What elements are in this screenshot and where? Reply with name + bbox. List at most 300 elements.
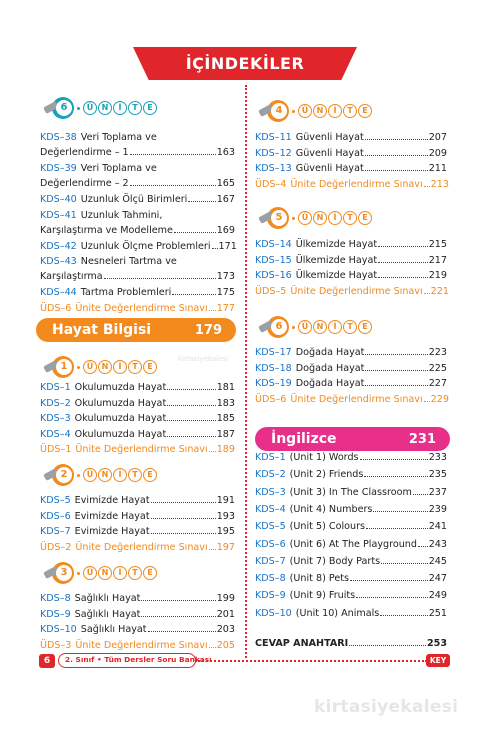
entry-page: 163 — [216, 147, 235, 158]
entry-code: KDS–43 — [40, 256, 77, 268]
entry-title: Ünite Değerlendirme Sınavı — [75, 541, 208, 553]
unit-word-letter: T — [128, 360, 142, 374]
entry-code: KDS–2 — [255, 469, 286, 481]
entry-code: KDS–8 — [40, 593, 71, 604]
entry-title: (Unit 10) Animals — [295, 607, 380, 619]
unit-number-badge — [52, 562, 74, 584]
entry-page: 173 — [216, 271, 235, 283]
entry-page: 193 — [216, 510, 235, 522]
unit-word-letter: Ü — [298, 104, 312, 118]
toc-entry[interactable] — [255, 486, 447, 499]
toc-entry[interactable] — [255, 254, 447, 267]
dot-leader — [350, 580, 428, 581]
entry-title: (Unit 9) Fruits — [289, 590, 356, 602]
dot-leader — [365, 155, 428, 156]
entry-code: KDS–10 — [255, 607, 292, 619]
unit-number: 5 — [271, 210, 287, 226]
entry-page: 251 — [428, 607, 447, 619]
toc-entry[interactable] — [255, 572, 447, 585]
entry-code: KDS–15 — [255, 254, 292, 266]
entry-code: KDS–18 — [255, 362, 292, 374]
entry-page: 223 — [428, 347, 447, 358]
unit-word-letter: Ü — [298, 211, 312, 225]
entry-code: KDS–3 — [255, 486, 286, 498]
section-page: 231 — [408, 431, 436, 447]
footer-page-number: 6 — [39, 654, 55, 668]
entry-code: KDS–4 — [255, 503, 286, 515]
toc-entry[interactable] — [255, 555, 447, 568]
unit-number-badge — [52, 97, 74, 119]
unit-separator-dot — [292, 217, 295, 220]
entry-code: KDS–13 — [255, 163, 292, 175]
dot-leader — [130, 185, 216, 186]
toc-entry[interactable] — [40, 286, 235, 299]
entry-title: (Unit 3) In The Classroom — [289, 486, 412, 498]
toc-entry[interactable] — [255, 131, 447, 144]
entry-page: 241 — [428, 521, 447, 533]
toc-entry[interactable] — [255, 362, 447, 375]
unit-separator-dot — [77, 107, 80, 110]
dot-leader — [380, 615, 427, 616]
dot-leader — [148, 631, 216, 632]
entry-page: 253 — [426, 638, 447, 649]
entry-code: ÜDS–2 — [40, 541, 72, 553]
entry-title: Evimizde Hayat — [74, 526, 150, 538]
entry-page: 203 — [216, 624, 235, 636]
entry-page: 205 — [216, 639, 235, 651]
footer-dotted-line — [195, 660, 427, 662]
section-page: 179 — [194, 322, 222, 338]
toc-entry[interactable] — [255, 346, 447, 359]
dot-leader — [365, 170, 428, 171]
entry-code: KDS–9 — [40, 608, 71, 620]
entry-title: Veri Toplama ve — [80, 132, 157, 143]
entry-title: Uzunluk Tahmini, — [80, 209, 163, 221]
unit-word-letter: İ — [328, 104, 342, 118]
dot-leader — [360, 459, 428, 460]
footer-key-label: KEY — [426, 654, 450, 667]
entry-code: KDS–38 — [40, 132, 77, 143]
entry-title: (Unit 7) Body Parts — [289, 555, 381, 567]
unit-word-letter: E — [143, 566, 157, 580]
unit-heading — [52, 98, 158, 118]
entry-page: 225 — [428, 362, 447, 374]
unit-word-letter: İ — [113, 468, 127, 482]
unit-test-entry[interactable] — [255, 393, 447, 406]
dot-leader — [151, 502, 216, 503]
entry-page: 169 — [216, 224, 235, 236]
entry-page: 215 — [428, 239, 447, 250]
entry-code: ÜDS–4 — [255, 178, 287, 190]
unit-word-letter: N — [98, 566, 112, 580]
toc-entry[interactable] — [40, 162, 235, 175]
entry-title: Karşılaştırma ve Modelleme — [40, 224, 173, 236]
toc-entry[interactable] — [40, 397, 235, 410]
unit-heading — [267, 101, 373, 121]
entry-page: 187 — [216, 428, 235, 440]
entry-code: KDS–7 — [255, 555, 286, 567]
entry-page: 183 — [216, 397, 235, 409]
entry-code: KDS–5 — [40, 495, 71, 506]
watermark: kirtasiyekalesi — [314, 697, 459, 717]
unit-number-badge — [52, 356, 74, 378]
unit-word-letter: N — [313, 320, 327, 334]
entry-code: KDS–2 — [40, 397, 71, 409]
entry-page: 247 — [428, 573, 447, 585]
entry-title: Ünite Değerlendirme Sınavı — [75, 444, 208, 456]
section-hayat-bilgisi[interactable] — [36, 318, 236, 342]
entry-page: 189 — [216, 444, 235, 456]
entry-title: (Unit 5) Colours — [289, 521, 366, 533]
entry-title: Doğada Hayat — [295, 378, 365, 390]
entry-code: KDS–39 — [40, 163, 77, 174]
entry-title: Güvenli Hayat — [295, 147, 364, 159]
entry-page: 233 — [428, 452, 447, 463]
toc-entry[interactable] — [40, 240, 235, 253]
entry-title: Güvenli Hayat — [295, 163, 364, 175]
entry-page: 243 — [428, 538, 447, 550]
dot-leader — [365, 370, 427, 371]
dot-leader — [104, 278, 216, 279]
entry-title: Ünite Değerlendirme Sınavı — [75, 639, 208, 651]
toc-entry[interactable] — [40, 131, 235, 144]
unit-separator-dot — [77, 474, 80, 477]
entry-page: 197 — [216, 541, 235, 553]
entry-title: Doğada Hayat — [295, 347, 365, 358]
dot-leader — [424, 293, 430, 294]
dot-leader — [349, 645, 426, 646]
unit-word-letter: İ — [328, 211, 342, 225]
entry-code: KDS–6 — [255, 538, 286, 550]
entry-code: KDS–10 — [40, 624, 77, 636]
unit-word-letter: İ — [113, 101, 127, 115]
unit-test-entry[interactable] — [40, 443, 235, 456]
unit-word-letter: T — [343, 211, 357, 225]
unit-word-letter: E — [358, 320, 372, 334]
entry-code: KDS–8 — [255, 573, 286, 585]
entry-code: KDS–40 — [40, 194, 77, 205]
entry-title: Karşılaştırma — [40, 271, 103, 283]
dot-leader — [151, 533, 216, 534]
entry-title: Sağlıklı Hayat — [80, 624, 147, 636]
toc-entry[interactable] — [255, 538, 447, 551]
entry-page: 217 — [428, 254, 447, 266]
toc-entry[interactable] — [255, 238, 447, 251]
unit-word-letter: İ — [113, 360, 127, 374]
entry-code: KDS–14 — [255, 239, 292, 250]
unit-number: 1 — [56, 359, 72, 375]
entry-title: (Unit 1) Words — [289, 452, 359, 463]
entry-title: Değerlendirme – 1 — [40, 147, 129, 158]
unit-word-letter: Ü — [83, 101, 97, 115]
dot-leader — [378, 277, 428, 278]
unit-word-letter: Ü — [83, 468, 97, 482]
entry-code: KDS–9 — [255, 590, 286, 602]
toc-entry[interactable] — [40, 510, 235, 523]
entry-code: KDS–11 — [255, 132, 292, 143]
entry-title: Veri Toplama ve — [80, 163, 157, 174]
entry-title: Sağlıklı Hayat — [74, 608, 141, 620]
entry-title: Ünite Değerlendirme Sınavı — [290, 285, 423, 297]
entry-page: 181 — [216, 382, 235, 393]
entry-title: Ünite Değerlendirme Sınavı — [75, 302, 208, 314]
toc-entry-continued[interactable] — [40, 146, 235, 159]
unit-word-letter: E — [143, 360, 157, 374]
unit-test-entry[interactable] — [40, 541, 235, 554]
unit-number-badge — [52, 464, 74, 486]
entry-page: 195 — [216, 526, 235, 538]
entry-title: (Unit 6) At The Playground — [289, 538, 417, 550]
watermark-small: kirtasiyekalesi — [178, 355, 229, 363]
entry-title: Okulumuzda Hayat — [74, 428, 167, 440]
entry-page: 165 — [216, 178, 235, 189]
unit-word-letter: N — [98, 360, 112, 374]
entry-code: KDS–44 — [40, 287, 77, 299]
unit-heading — [52, 563, 158, 583]
toc-entry[interactable] — [255, 589, 447, 602]
unit-word-letter: E — [143, 101, 157, 115]
entry-code: KDS–1 — [40, 382, 71, 393]
unit-test-entry[interactable] — [40, 639, 235, 652]
dot-leader — [141, 600, 215, 601]
entry-code: KDS–17 — [255, 347, 292, 358]
entry-title: Ülkemizde Hayat — [295, 239, 378, 250]
section-title: Hayat Bilgisi — [52, 322, 152, 338]
toc-entry[interactable] — [40, 494, 235, 507]
dot-leader — [167, 389, 215, 390]
entry-page: 213 — [430, 178, 449, 190]
unit-word-letter: E — [358, 211, 372, 225]
entry-code: KDS–16 — [255, 270, 292, 282]
unit-word-letter: N — [313, 104, 327, 118]
unit-word-letter: Ü — [83, 566, 97, 580]
toc-entry[interactable] — [40, 592, 235, 605]
entry-title: Uzunluk Ölçme Problemleri — [80, 240, 211, 252]
page-title: İÇİNDEKİLER — [185, 54, 305, 73]
entry-code: ÜDS–6 — [255, 393, 287, 405]
unit-word-letter: İ — [328, 320, 342, 334]
unit-word-letter: T — [343, 320, 357, 334]
entry-code: ÜDS–6 — [40, 302, 72, 314]
dot-leader — [174, 232, 216, 233]
entry-title: Ülkemizde Hayat — [295, 254, 378, 266]
entry-page: 201 — [216, 608, 235, 620]
entry-code: KDS–6 — [40, 510, 71, 522]
unit-word-letter: T — [128, 566, 142, 580]
dot-leader — [167, 436, 215, 437]
dot-leader — [365, 139, 428, 140]
column-divider — [245, 85, 247, 658]
dot-leader — [378, 262, 428, 263]
unit-number: 2 — [56, 467, 72, 483]
entry-page: 249 — [428, 590, 447, 602]
toc-entry[interactable] — [40, 255, 235, 268]
answer-key-entry[interactable] — [255, 637, 447, 650]
entry-page: 171 — [218, 240, 237, 252]
entry-title: Okulumuzda Hayat — [74, 397, 167, 409]
entry-code: KDS–1 — [255, 452, 286, 463]
unit-word-letter: Ü — [83, 360, 97, 374]
entry-title: Tartma Problemleri — [80, 287, 172, 299]
dot-leader — [365, 354, 427, 355]
entry-page: 221 — [430, 285, 449, 297]
entry-page: 235 — [428, 469, 447, 481]
dot-leader — [130, 154, 216, 155]
entry-page: 245 — [428, 555, 447, 567]
entry-page: 175 — [216, 287, 235, 299]
dot-leader — [365, 385, 427, 386]
entry-title: Okulumuzda Hayat — [74, 413, 167, 425]
dot-leader — [424, 186, 430, 187]
entry-title: (Unit 4) Numbers — [289, 503, 373, 515]
unit-separator-dot — [292, 110, 295, 113]
dot-leader — [381, 563, 428, 564]
dot-leader — [378, 246, 428, 247]
dot-leader — [172, 294, 215, 295]
dot-leader — [418, 546, 428, 547]
entry-code: KDS–41 — [40, 209, 77, 221]
section-title: İngilizce — [271, 431, 337, 447]
unit-number-badge — [267, 316, 289, 338]
dot-leader — [167, 405, 215, 406]
entry-code: KDS–12 — [255, 147, 292, 159]
unit-separator-dot — [77, 366, 80, 369]
unit-number: 6 — [271, 319, 287, 335]
unit-number-badge — [267, 207, 289, 229]
toc-entry[interactable] — [40, 608, 235, 621]
toc-entry[interactable] — [255, 147, 447, 160]
toc-entry[interactable] — [40, 381, 235, 394]
toc-entry[interactable] — [40, 412, 235, 425]
dot-leader — [366, 528, 428, 529]
toc-entry[interactable] — [255, 269, 447, 282]
entry-page: 177 — [216, 302, 235, 314]
entry-title: Evimizde Hayat — [74, 510, 150, 522]
dot-leader — [209, 647, 216, 648]
entry-page: 239 — [428, 503, 447, 515]
unit-heading — [52, 465, 158, 485]
toc-entry[interactable] — [40, 623, 235, 636]
toc-entry[interactable] — [255, 162, 447, 175]
dot-leader — [212, 248, 218, 249]
unit-number-badge — [267, 100, 289, 122]
unit-word-letter: İ — [113, 566, 127, 580]
unit-heading — [52, 357, 158, 377]
toc-entry[interactable] — [40, 193, 235, 206]
toc-entry-continued[interactable] — [40, 270, 235, 283]
entry-page: 237 — [428, 486, 447, 498]
entry-title: Ünite Değerlendirme Sınavı — [290, 393, 423, 405]
toc-entry[interactable] — [40, 428, 235, 441]
entry-page: 191 — [216, 495, 235, 506]
entry-title: Okulumuzda Hayat — [74, 382, 167, 393]
entry-page: 199 — [216, 593, 235, 604]
entry-title: Sağlıklı Hayat — [74, 593, 141, 604]
entry-code: KDS–4 — [40, 428, 71, 440]
unit-word-letter: T — [128, 468, 142, 482]
toc-entry-continued[interactable] — [40, 177, 235, 190]
dot-leader — [209, 310, 216, 311]
entry-page: 185 — [216, 413, 235, 425]
entry-title: Güvenli Hayat — [295, 132, 364, 143]
entry-title: CEVAP ANAHTARI — [255, 638, 349, 649]
unit-word-letter: N — [98, 101, 112, 115]
dot-leader — [141, 616, 215, 617]
toc-entry[interactable] — [255, 503, 447, 516]
entry-code: KDS–42 — [40, 240, 77, 252]
unit-word-letter: T — [343, 104, 357, 118]
entry-title: Ünite Değerlendirme Sınavı — [290, 178, 423, 190]
unit-heading — [267, 208, 373, 228]
entry-title: Ülkemizde Hayat — [295, 270, 378, 282]
unit-number: 4 — [271, 103, 287, 119]
unit-test-entry[interactable] — [40, 302, 235, 315]
entry-code: ÜDS–5 — [255, 285, 287, 297]
entry-title: Evimizde Hayat — [74, 495, 150, 506]
unit-separator-dot — [292, 326, 295, 329]
unit-word-letter: Ü — [298, 320, 312, 334]
dot-leader — [209, 549, 216, 550]
entry-code: ÜDS–3 — [40, 639, 72, 651]
toc-entry[interactable] — [40, 209, 235, 222]
entry-code: KDS–7 — [40, 526, 71, 538]
entry-code: KDS–5 — [255, 521, 286, 533]
entry-title: Değerlendirme – 2 — [40, 178, 129, 189]
unit-word-letter: N — [313, 211, 327, 225]
unit-heading — [267, 317, 373, 337]
entry-page: 167 — [216, 194, 235, 205]
entry-page: 209 — [428, 147, 447, 159]
dot-leader — [167, 420, 215, 421]
toc-entry[interactable] — [40, 525, 235, 538]
toc-entry[interactable] — [255, 520, 447, 533]
entry-title: Uzunluk Ölçü Birimleri — [80, 194, 188, 205]
entry-title: (Unit 8) Pets — [289, 573, 349, 585]
entry-page: 207 — [428, 132, 447, 143]
toc-entry[interactable] — [255, 377, 447, 390]
toc-entry-continued[interactable] — [40, 224, 235, 237]
unit-word-letter: E — [358, 104, 372, 118]
toc-entry[interactable] — [255, 607, 447, 620]
unit-separator-dot — [77, 572, 80, 575]
toc-entry[interactable] — [255, 451, 447, 464]
unit-number: 3 — [56, 565, 72, 581]
section-ingilizce[interactable] — [255, 427, 450, 451]
dot-leader — [209, 451, 216, 452]
unit-test-entry[interactable] — [255, 285, 447, 298]
toc-entry[interactable] — [255, 468, 447, 481]
unit-word-letter: N — [98, 468, 112, 482]
dot-leader — [373, 511, 427, 512]
dot-leader — [413, 494, 428, 495]
unit-number: 6 — [56, 100, 72, 116]
dot-leader — [188, 201, 215, 202]
unit-word-letter: T — [128, 101, 142, 115]
dot-leader — [364, 476, 427, 477]
entry-page: 219 — [428, 270, 447, 282]
dot-leader — [424, 401, 430, 402]
entry-page: 227 — [428, 378, 447, 390]
unit-test-entry[interactable] — [255, 178, 447, 191]
unit-word-letter: E — [143, 468, 157, 482]
entry-page: 229 — [430, 393, 449, 405]
entry-code: KDS–3 — [40, 413, 71, 425]
entry-title: Nesneleri Tartma ve — [80, 256, 177, 268]
dot-leader — [151, 518, 216, 519]
entry-page: 211 — [428, 163, 447, 175]
dot-leader — [356, 597, 428, 598]
entry-title: Doğada Hayat — [295, 362, 365, 374]
